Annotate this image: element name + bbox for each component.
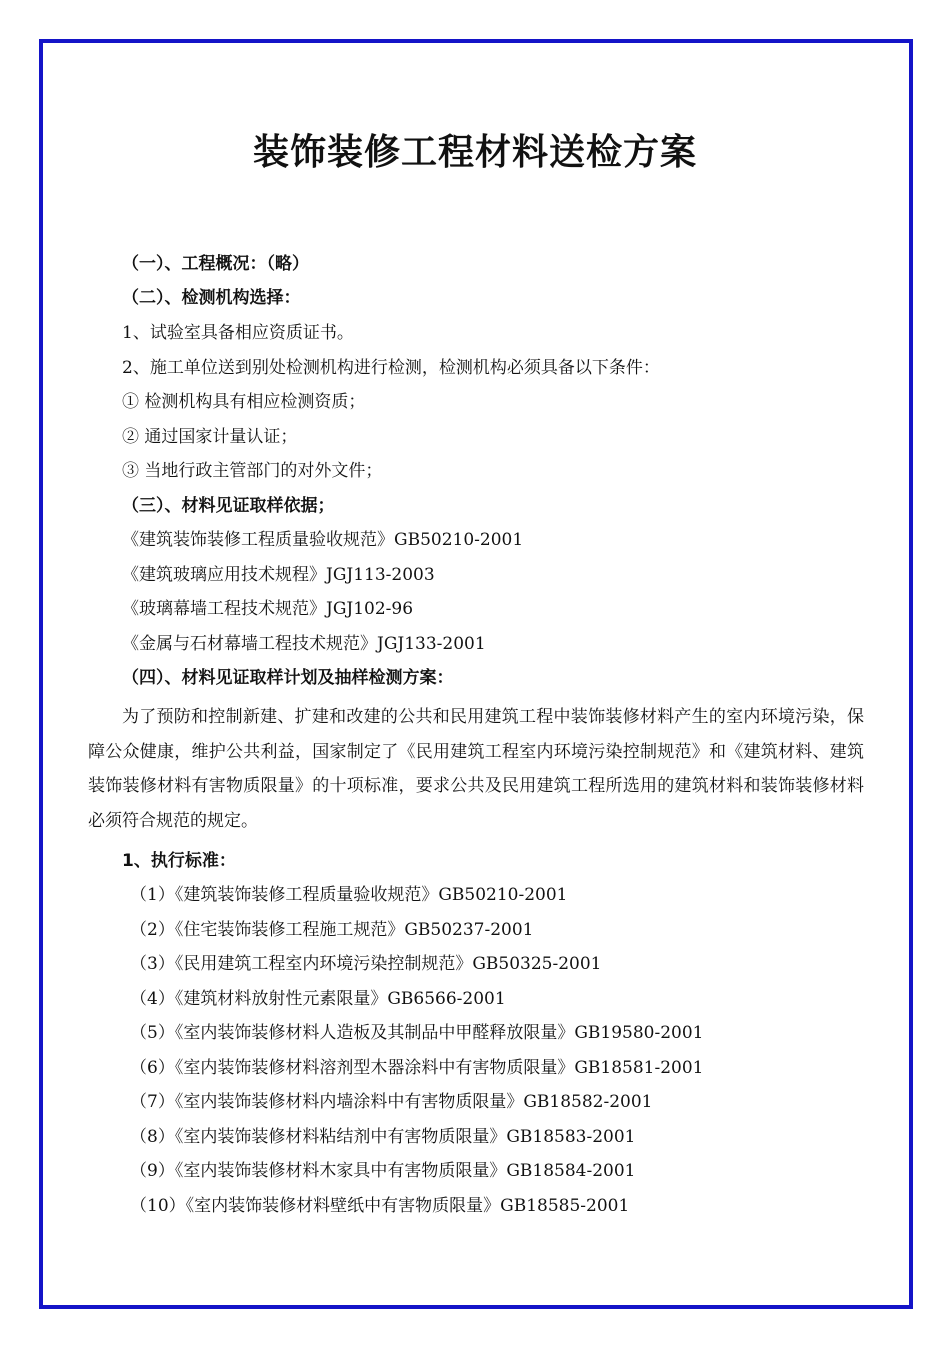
document-title: 装饰装修工程材料送检方案 [252,132,697,173]
standard-item: （4）《建筑材料放射性元素限量》GB6566-2001 [130,989,506,1009]
section-1-heading: （一）、工程概况：（略） [122,254,309,274]
list-item: ② 通过国家计量认证； [122,427,298,447]
standard-item: （10）《室内装饰装修材料壁纸中有害物质限量》GB18585-2001 [130,1196,630,1216]
standards-heading: 1、执行标准： [122,851,236,871]
list-item: 《建筑玻璃应用技术规程》JGJ113-2003 [122,565,435,585]
section-4-paragraph: 为了预防和控制新建、扩建和改建的公共和民用建筑工程中装饰装修材料产生的室内环境污染，保障公众健康，维护公共利益，国家制定了《民用建筑工程室内环境污染控制规范》和《建筑材料、建筑装饰装修材料有害物质限量》的十项标准，要求公共及民用建筑工程所选用的建筑材料和装饰装修材料必须符合规范的规定。 [88,707,864,831]
standard-item: （3）《民用建筑工程室内环境污染控制规范》GB50325-2001 [130,954,602,974]
list-item: 2、施工单位送到别处检测机构进行检测，检测机构必须具备以下条件： [122,358,660,378]
list-item: ③ 当地行政主管部门的对外文件； [122,461,383,481]
standard-item: （9）《室内装饰装修材料木家具中有害物质限量》GB18584-2001 [130,1161,636,1181]
section-2-heading: （二）、检测机构选择： [122,288,301,308]
standard-item: （2）《住宅装饰装修工程施工规范》GB50237-2001 [130,920,534,940]
list-item: 《建筑装饰装修工程质量验收规范》GB50210-2001 [122,530,524,550]
list-item: 《金属与石材幕墙工程技术规范》JGJ133-2001 [122,634,486,654]
standard-item: （1）《建筑装饰装修工程质量验收规范》GB50210-2001 [130,885,568,905]
section-3-heading: （三）、材料见证取样依据； [122,496,335,516]
section-4-heading: （四）、材料见证取样计划及抽样检测方案： [122,668,454,688]
list-item: 《玻璃幕墙工程技术规范》JGJ102-96 [122,599,414,619]
standard-item: （6）《室内装饰装修材料溶剂型木器涂料中有害物质限量》GB18581-2001 [130,1058,704,1078]
standard-item: （7）《室内装饰装修材料内墙涂料中有害物质限量》GB18582-2001 [130,1092,653,1112]
list-item: ① 检测机构具有相应检测资质； [122,392,366,412]
standard-item: （5）《室内装饰装修材料人造板及其制品中甲醛释放限量》GB19580-2001 [130,1023,704,1043]
list-item: 1、试验室具备相应资质证书。 [122,323,354,343]
standard-item: （8）《室内装饰装修材料粘结剂中有害物质限量》GB18583-2001 [130,1127,636,1147]
